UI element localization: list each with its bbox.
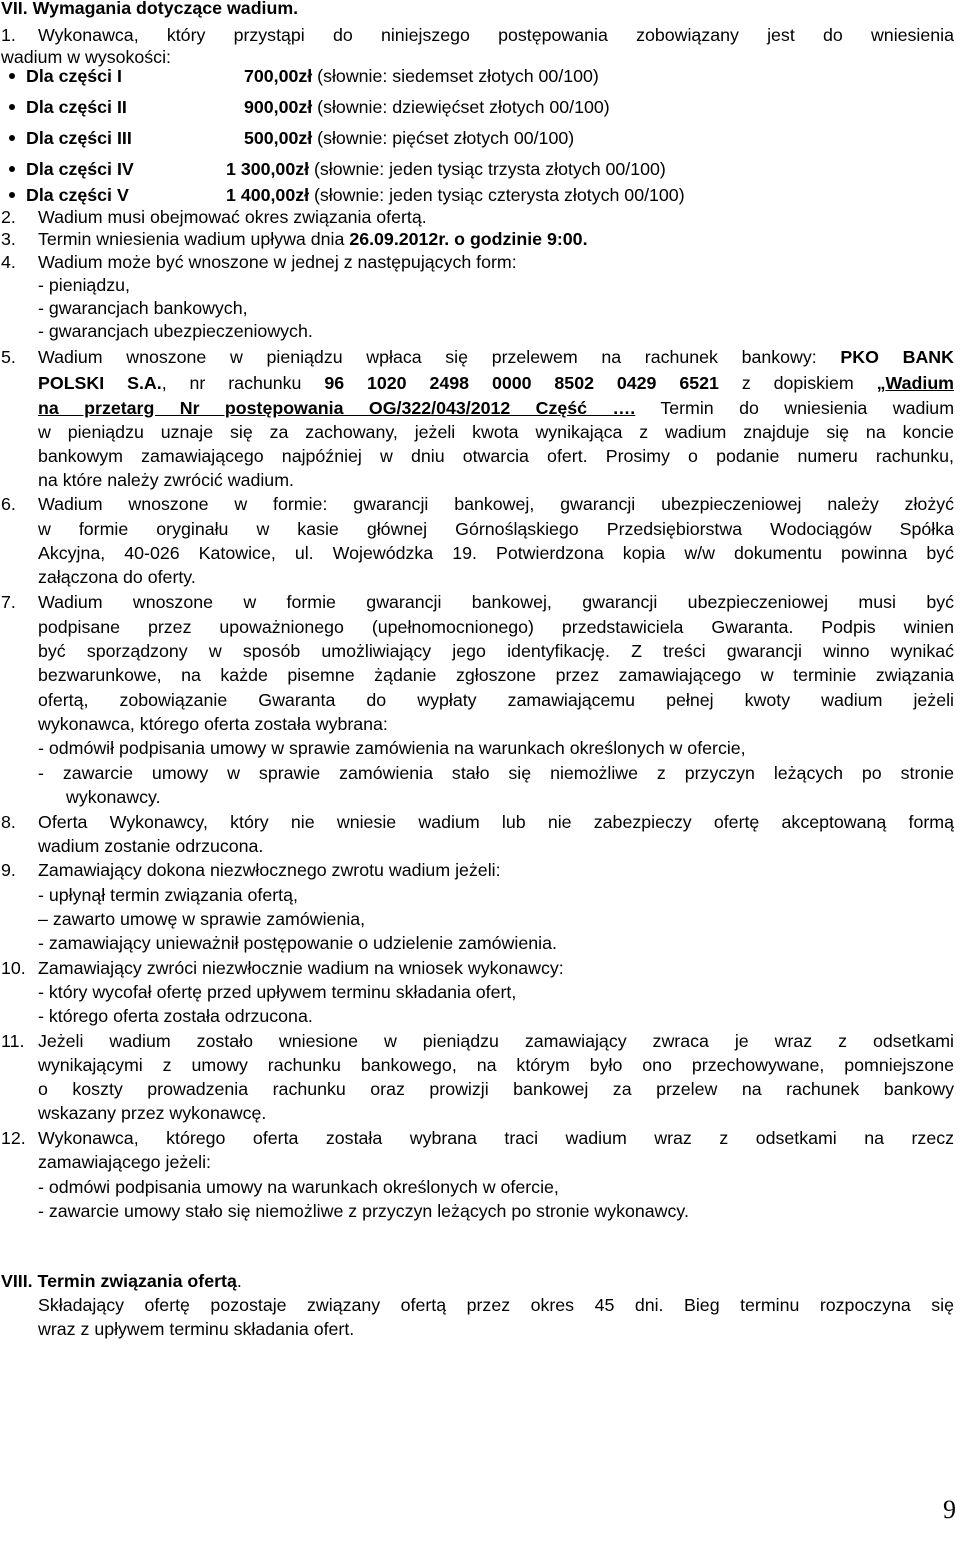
part-words: (słownie: pięćset złotych 00/100) bbox=[317, 128, 575, 148]
item-8-line: Oferta Wykonawcy, który nie wniesie wadium lub nie zabezpieczy ofertę akceptowaną formą bbox=[38, 812, 954, 832]
item-6-line: Akcyjna, 40-026 Katowice, ul. Wojewódzka 19. Potwierdzona kopia w/w dokumentu powinna być bbox=[38, 543, 954, 563]
item-1-number: 1. bbox=[1, 25, 16, 45]
item-10-text: Zamawiający zwróci niezwłocznie wadium na wniosek wykonawcy: bbox=[38, 958, 564, 978]
item-11-line: o koszty prowadzenia rachunku oraz prowizji bankowej za przelew na rachunek bankowy bbox=[38, 1079, 954, 1099]
item-7-line: wykonawcy. bbox=[66, 787, 161, 807]
part-amount: 1 400,00zł bbox=[226, 185, 310, 205]
item-9-number: 9. bbox=[1, 860, 16, 880]
section-8-heading bbox=[1, 1270, 242, 1292]
forfeit-condition: - odmówi podpisania umowy na warunkach określonych w ofercie, bbox=[38, 1177, 559, 1197]
item-11-line: wynikającymi z umowy rachunku bankowego, na którym było ono przechowywane, pomniejszone bbox=[38, 1055, 954, 1075]
bank-name-cont: POLSKI S.A. bbox=[38, 373, 162, 393]
item-4-text: Wadium może być wnoszone w jednej z następujących form: bbox=[38, 252, 517, 272]
form-item: - gwarancjach ubezpieczeniowych. bbox=[38, 321, 313, 341]
part-label: Dla części I bbox=[26, 66, 122, 86]
item-12-line: zamawiającego jeżeli: bbox=[38, 1152, 211, 1172]
return-condition: - który wycofał ofertę przed upływem terminu składania ofert, bbox=[38, 982, 517, 1002]
item-5-line bbox=[38, 372, 954, 394]
deadline: 26.09.2012r. o godzinie 9:00. bbox=[349, 229, 588, 249]
item-3-number: 3. bbox=[1, 229, 16, 249]
item-5-text: Termin do wniesienia wadium bbox=[660, 398, 955, 418]
bullet-icon bbox=[9, 192, 15, 198]
return-condition: - którego oferta została odrzucona. bbox=[38, 1006, 313, 1026]
item-5-line bbox=[38, 346, 954, 368]
page-number: 9 bbox=[943, 1495, 956, 1524]
item-10-number: 10. bbox=[1, 958, 26, 978]
item-5-line bbox=[38, 397, 954, 419]
part-amount: 900,00zł bbox=[244, 97, 313, 117]
item-12-line: Wykonawca, którego oferta została wybrana traci wadium wraz z odsetkami na rzecz bbox=[38, 1128, 954, 1148]
item-7-line: - zawarcie umowy w sprawie zamówienia stało się niemożliwe z przyczyn leżących po stronie bbox=[38, 763, 954, 783]
item-7-line: Wadium wnoszone w formie gwarancji bankowej, gwarancji ubezpieczeniowej musi być bbox=[38, 592, 954, 612]
item-11-line: wskazany przez wykonawcę. bbox=[38, 1103, 267, 1123]
bullet-icon bbox=[9, 135, 15, 141]
part-label: Dla części III bbox=[26, 128, 132, 148]
item-4-number: 4. bbox=[1, 252, 16, 272]
item-5-line: bankowym zamawiającego najpóźniej w dniu otwarcia ofert. Prosimy o podanie numeru rachunku, bbox=[38, 446, 954, 466]
item-7-line: ofertą, zobowiązanie Gwaranta do wypłaty zamawiającemu pełnej kwoty wadium jeżeli bbox=[38, 690, 954, 710]
section-8-title-end: . bbox=[236, 1271, 242, 1291]
item-5-number: 5. bbox=[1, 347, 16, 367]
refund-condition: – zawarto umowę w sprawie zamówienia, bbox=[38, 909, 366, 929]
item-7-number: 7. bbox=[1, 592, 16, 612]
bullet-icon bbox=[9, 104, 15, 110]
item-1-line: Wykonawca, który przystąpi do niniejszego postępowania zobowiązany jest do wniesienia bbox=[38, 25, 954, 45]
item-11-number: 11. bbox=[1, 1031, 25, 1051]
part-amount-row bbox=[244, 127, 574, 149]
part-amount-row bbox=[244, 96, 610, 118]
item-2-number: 2. bbox=[1, 207, 16, 227]
item-5-text: Wadium wnoszone w pieniądzu wpłaca się przelewem na rachunek bankowy: bbox=[38, 347, 817, 367]
item-6-line: w formie oryginału w kasie głównej Górnośląskiego Przedsiębiorstwa Wodociągów Spółka bbox=[38, 519, 954, 539]
bullet-icon bbox=[9, 166, 15, 172]
part-words: (słownie: jeden tysiąc czterysta złotych 00/100) bbox=[314, 185, 685, 205]
transfer-title: „Wadium bbox=[876, 373, 954, 393]
item-6-line: Wadium wnoszone w formie: gwarancji bankowej, gwarancji ubezpieczeniowej należy złożyć bbox=[38, 494, 954, 514]
item-5-line: w pieniądzu uznaje się za zachowany, jeżeli kwota wynikająca z wadium znajduje się na koncie bbox=[38, 422, 954, 442]
item-7-line: podpisane przez upoważnionego (upełnomocnionego) przedstawiciela Gwaranta. Podpis winien bbox=[38, 617, 954, 637]
item-5-line: na które należy zwrócić wadium. bbox=[38, 470, 294, 490]
part-amount: 500,00zł bbox=[244, 128, 313, 148]
item-9-text: Zamawiający dokona niezwłocznego zwrotu wadium jeżeli: bbox=[38, 860, 501, 880]
item-7-line: bezwarunkowe, na każde pisemne żądanie zgłoszone przez zamawiającego w terminie związania bbox=[38, 665, 954, 685]
item-6-number: 6. bbox=[1, 494, 16, 514]
section-8-line: wraz z upływem terminu składania ofert. bbox=[38, 1319, 355, 1339]
part-label: Dla części IV bbox=[26, 159, 134, 179]
refund-condition: - zamawiający unieważnił postępowanie o udzielenie zamówienia. bbox=[38, 933, 557, 953]
part-words: (słownie: dziewięćset złotych 00/100) bbox=[317, 97, 610, 117]
part-label: Dla części V bbox=[26, 185, 129, 205]
form-item: - gwarancjach bankowych, bbox=[38, 298, 248, 318]
part-amount: 700,00zł bbox=[244, 66, 313, 86]
account-number: 96 1020 2498 0000 8502 0429 6521 bbox=[324, 373, 719, 393]
part-amount: 1 300,00zł bbox=[226, 159, 310, 179]
bank-name: PKO BANK bbox=[840, 347, 954, 367]
item-7-line: wykonawca, którego oferta została wybrana: bbox=[38, 714, 388, 734]
part-label: Dla części II bbox=[26, 97, 127, 117]
item-1-line: wadium w wysokości: bbox=[1, 47, 171, 67]
form-item: - pieniądzu, bbox=[38, 275, 130, 295]
forfeit-condition: - zawarcie umowy stało się niemożliwe z przyczyn leżących po stronie wykonawcy. bbox=[38, 1201, 689, 1221]
section-8-title: VIII. Termin związania ofertą bbox=[1, 1271, 237, 1291]
item-12-number: 12. bbox=[1, 1128, 26, 1148]
item-7-line: - odmówił podpisania umowy w sprawie zamówienia na warunkach określonych w ofercie, bbox=[38, 738, 746, 758]
item-11-line: Jeżeli wadium zostało wniesione w pieniądzu zamawiający zwraca je wraz z odsetkami bbox=[38, 1031, 954, 1051]
part-amount-row bbox=[244, 65, 599, 87]
item-8-number: 8. bbox=[1, 812, 16, 832]
item-6-line: załączona do oferty. bbox=[38, 567, 196, 587]
bullet-icon bbox=[9, 73, 15, 79]
part-amount-row bbox=[226, 158, 666, 180]
item-2-text: Wadium musi obejmować okres związania ofertą. bbox=[38, 207, 427, 227]
item-5-text: , nr rachunku bbox=[161, 373, 302, 393]
item-7-line: być sporządzony w sposób umożliwiający jego identyfikację. Z treści gwarancji winno wynikać bbox=[38, 641, 954, 661]
transfer-title-cont: na przetarg Nr postępowania OG/322/043/2012 Część …. bbox=[38, 398, 636, 418]
part-words: (słownie: jeden tysiąc trzysta złotych 00/100) bbox=[314, 159, 666, 179]
section-7-heading: VII. Wymagania dotyczące wadium. bbox=[1, 0, 299, 18]
item-3-text bbox=[38, 228, 588, 250]
item-8-line: wadium zostanie odrzucona. bbox=[38, 836, 264, 856]
item-3-lead: Termin wniesienia wadium upływa dnia bbox=[38, 229, 350, 249]
part-amount-row bbox=[226, 184, 685, 206]
section-8-line: Składający ofertę pozostaje związany ofertą przez okres 45 dni. Bieg terminu rozpoczyna się bbox=[38, 1295, 954, 1315]
refund-condition: - upłynął termin związania ofertą, bbox=[38, 885, 298, 905]
part-words: (słownie: siedemset złotych 00/100) bbox=[317, 66, 599, 86]
item-5-text: z dopiskiem bbox=[741, 373, 854, 393]
